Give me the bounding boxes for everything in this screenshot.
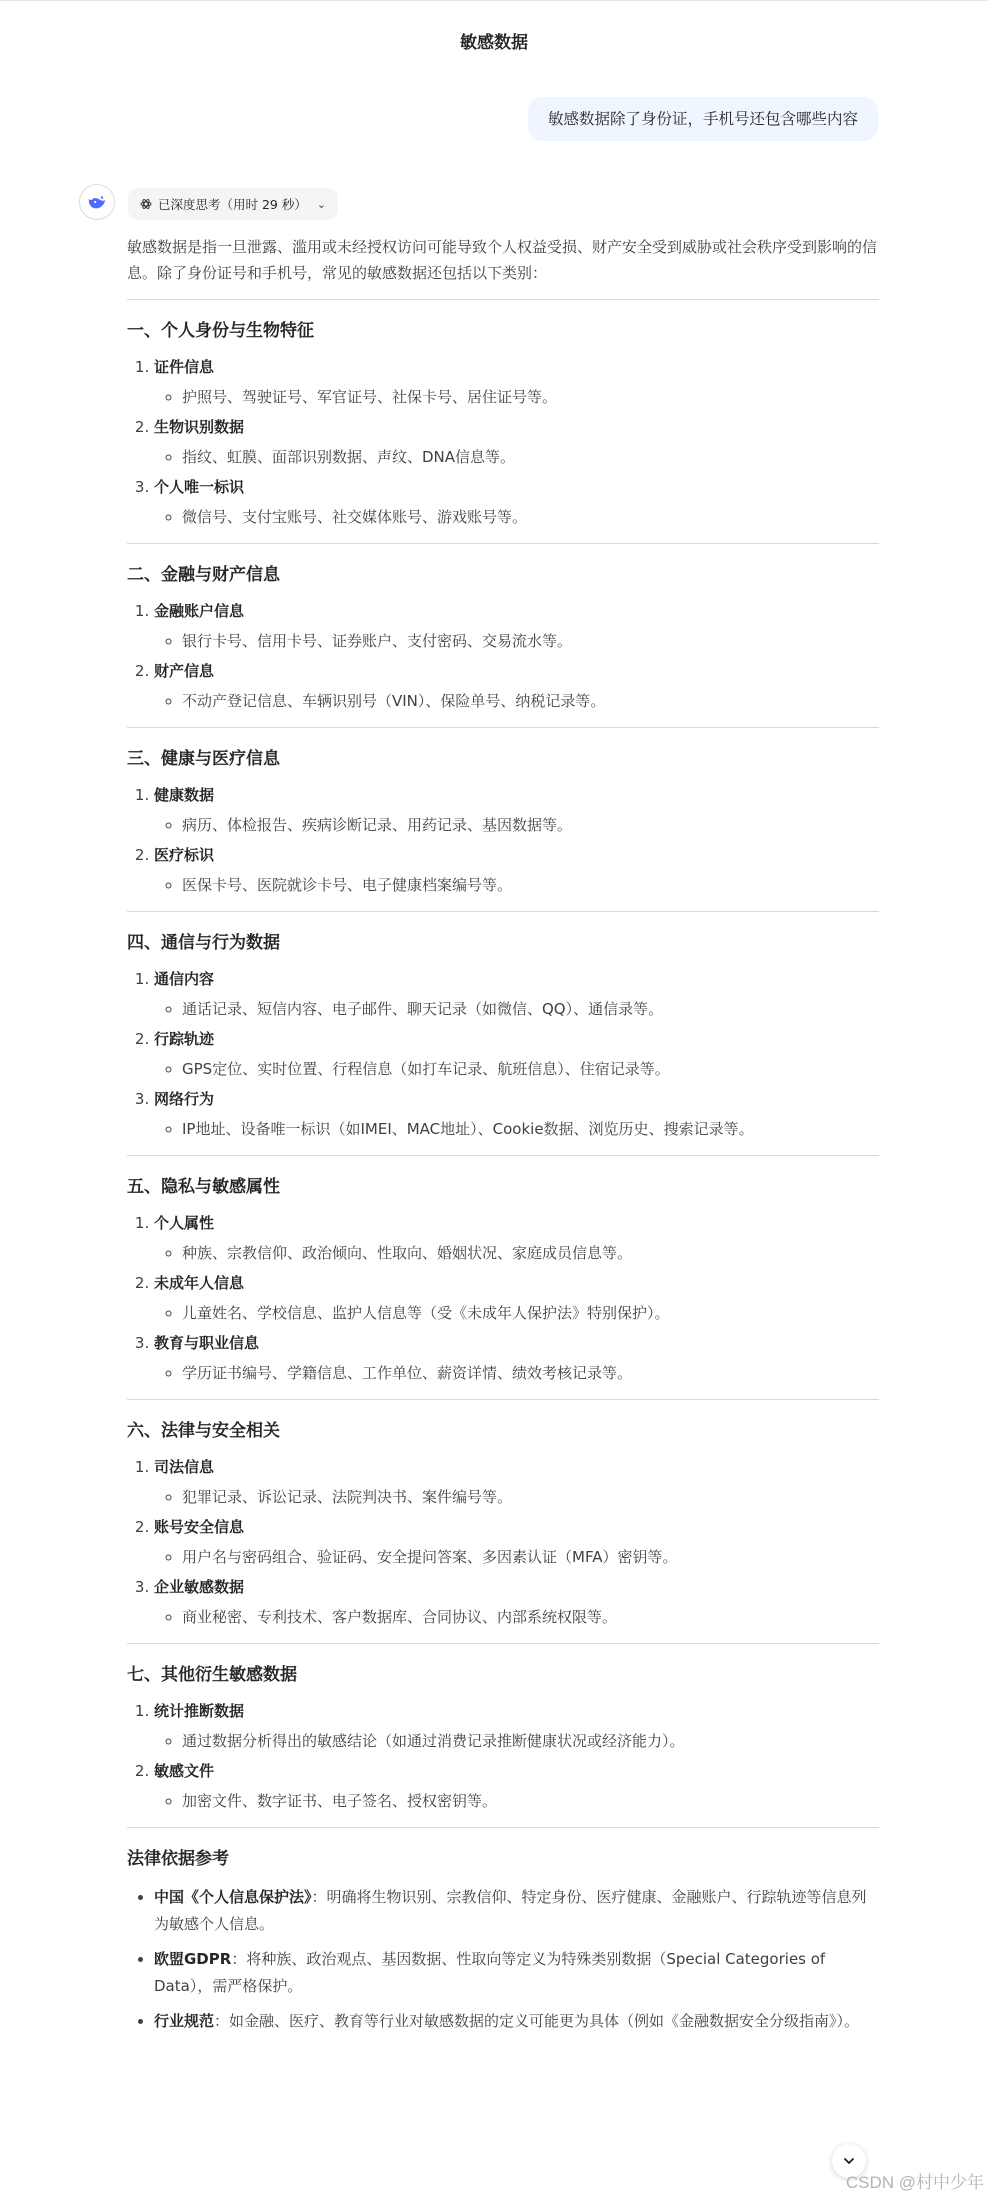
item-detail: ◦ 儿童姓名、学校信息、监护人信息等（受《未成年人保护法》特别保护）。 xyxy=(182,1300,879,1326)
whale-logo-icon xyxy=(86,191,108,213)
chevron-down-icon xyxy=(842,2154,856,2168)
item-detail-list xyxy=(154,1788,879,1814)
legal-item xyxy=(154,2008,879,2035)
list-item xyxy=(154,1330,879,1386)
item-title: 健康数据 xyxy=(154,786,215,804)
page-title: 敏感数据 xyxy=(460,33,528,53)
item-detail-list xyxy=(154,996,879,1022)
legal-item-text: ：如金融、医疗、教育等行业对敏感数据的定义可能更为具体（例如《金融数据安全分级指南》）。 xyxy=(214,2012,860,2030)
item-title: 个人唯一标识 xyxy=(154,478,245,496)
item-detail: ◦ 银行卡号、信用卡号、证券账户、支付密码、交易流水等。 xyxy=(182,628,879,654)
item-detail-list xyxy=(154,628,879,654)
item-detail-list xyxy=(154,872,879,898)
section-item-list xyxy=(127,1454,879,1630)
list-item xyxy=(154,1270,879,1326)
item-title: 医疗标识 xyxy=(154,846,215,864)
legal-list xyxy=(127,1884,879,2035)
legal-item-title: 欧盟GDPR xyxy=(154,1950,232,1968)
item-detail-list xyxy=(154,1116,879,1142)
item-detail-list xyxy=(154,1056,879,1082)
item-title: 企业敏感数据 xyxy=(154,1578,245,1596)
section-heading: 四、通信与行为数据 xyxy=(127,933,280,953)
list-item xyxy=(154,1758,879,1814)
item-detail: ◦ 通话记录、短信内容、电子邮件、聊天记录（如微信、QQ）、通信录等。 xyxy=(182,996,879,1022)
item-detail: ◦ 用户名与密码组合、验证码、安全提问答案、多因素认证（MFA）密钥等。 xyxy=(182,1544,879,1570)
assistant-avatar xyxy=(79,184,115,220)
list-item xyxy=(154,782,879,838)
item-title: 未成年人信息 xyxy=(154,1274,245,1292)
item-detail-list xyxy=(154,1484,879,1510)
list-item xyxy=(154,1514,879,1570)
section-divider xyxy=(127,911,879,912)
item-detail-list xyxy=(154,1300,879,1326)
legal-heading: 法律依据参考 xyxy=(127,1849,229,1869)
list-item xyxy=(154,842,879,898)
item-detail-list xyxy=(154,1728,879,1754)
legal-item xyxy=(154,1884,879,1938)
list-item xyxy=(154,1454,879,1510)
top-divider xyxy=(0,0,988,1)
item-title: 账号安全信息 xyxy=(154,1518,245,1536)
item-detail-list xyxy=(154,384,879,410)
answer-intro: 敏感数据是指一旦泄露、滥用或未经授权访问可能导致个人权益受损、财产安全受到威胁或社会秩序受到影响的信息。除了身份证号和手机号，常见的敏感数据还包括以下类别： xyxy=(127,238,878,282)
section-divider xyxy=(127,1399,879,1400)
item-detail: ◦ 学历证书编号、学籍信息、工作单位、薪资详情、绩效考核记录等。 xyxy=(182,1360,879,1386)
list-item xyxy=(154,1086,879,1142)
legal-item-title: 中国《个人信息保护法》 xyxy=(154,1888,312,1906)
item-detail: ◦ 种族、宗教信仰、政治倾向、性取向、婚姻状况、家庭成员信息等。 xyxy=(182,1240,879,1266)
item-title: 个人属性 xyxy=(154,1214,215,1232)
section-heading: 三、健康与医疗信息 xyxy=(127,749,280,769)
section-divider xyxy=(127,1827,879,1828)
section-heading: 五、隐私与敏感属性 xyxy=(127,1177,280,1197)
item-detail: ◦ 医保卡号、医院就诊卡号、电子健康档案编号等。 xyxy=(182,872,879,898)
list-item xyxy=(154,966,879,1022)
list-item xyxy=(154,1698,879,1754)
section-heading: 一、个人身份与生物特征 xyxy=(127,321,314,341)
section-divider xyxy=(127,1643,879,1644)
item-title: 财产信息 xyxy=(154,662,215,680)
item-detail-list xyxy=(154,1604,879,1630)
item-detail-list xyxy=(154,1240,879,1266)
deep-think-label: 已深度思考（用时 29 秒） xyxy=(158,197,307,212)
item-title: 统计推断数据 xyxy=(154,1702,245,1720)
item-title: 司法信息 xyxy=(154,1458,215,1476)
section-divider xyxy=(127,1155,879,1156)
section-item-list xyxy=(127,1698,879,1814)
item-detail-list xyxy=(154,444,879,470)
deep-think-toggle[interactable] xyxy=(128,188,338,220)
item-detail-list xyxy=(154,812,879,838)
item-detail: ◦ 通过数据分析得出的敏感结论（如通过消费记录推断健康状况或经济能力）。 xyxy=(182,1728,879,1754)
item-detail: ◦ 护照号、驾驶证号、军官证号、社保卡号、居住证号等。 xyxy=(182,384,879,410)
section-item-list xyxy=(127,966,879,1142)
chevron-down-icon: ⌄ xyxy=(316,197,327,211)
user-message-bubble: 敏感数据除了身份证，手机号还包含哪些内容 xyxy=(528,97,878,141)
item-detail: ◦ 指纹、虹膜、面部识别数据、声纹、DNA信息等。 xyxy=(182,444,879,470)
item-detail-list xyxy=(154,1360,879,1386)
item-title: 证件信息 xyxy=(154,358,215,376)
item-title: 通信内容 xyxy=(154,970,215,988)
legal-item xyxy=(154,1946,879,2000)
item-detail: ◦ 微信号、支付宝账号、社交媒体账号、游戏账号等。 xyxy=(182,504,879,530)
item-detail: ◦ 加密文件、数字证书、电子签名、授权密钥等。 xyxy=(182,1788,879,1814)
watermark: CSDN @村中少年 xyxy=(845,2173,984,2192)
list-item xyxy=(154,414,879,470)
item-detail: ◦ 不动产登记信息、车辆识别号（VIN）、保险单号、纳税记录等。 xyxy=(182,688,879,714)
item-detail-list xyxy=(154,688,879,714)
legal-item-text: ：将种族、政治观点、基因数据、性取向等定义为特殊类别数据（Special Categories of Data），需严格保护。 xyxy=(154,1950,826,1995)
section-divider xyxy=(127,299,879,300)
assistant-answer xyxy=(127,234,879,2043)
list-item xyxy=(154,1210,879,1266)
section-divider xyxy=(127,727,879,728)
item-detail: ◦ 商业秘密、专利技术、客户数据库、合同协议、内部系统权限等。 xyxy=(182,1604,879,1630)
item-title: 生物识别数据 xyxy=(154,418,245,436)
list-item xyxy=(154,658,879,714)
list-item xyxy=(154,474,879,530)
item-detail: ◦ 犯罪记录、诉讼记录、法院判决书、案件编号等。 xyxy=(182,1484,879,1510)
item-title: 教育与职业信息 xyxy=(154,1334,260,1352)
atom-icon xyxy=(140,198,152,210)
item-detail-list xyxy=(154,1544,879,1570)
list-item xyxy=(154,1574,879,1630)
item-detail: ◦ IP地址、设备唯一标识（如IMEI、MAC地址）、Cookie数据、浏览历史、搜索记录等。 xyxy=(182,1116,879,1142)
section-item-list xyxy=(127,782,879,898)
item-title: 行踪轨迹 xyxy=(154,1030,215,1048)
list-item xyxy=(154,354,879,410)
section-divider xyxy=(127,543,879,544)
section-item-list xyxy=(127,598,879,714)
item-title: 网络行为 xyxy=(154,1090,215,1108)
list-item xyxy=(154,598,879,654)
legal-item-title: 行业规范 xyxy=(154,2012,215,2030)
section-item-list xyxy=(127,1210,879,1386)
list-item xyxy=(154,1026,879,1082)
item-title: 金融账户信息 xyxy=(154,602,245,620)
section-heading: 六、法律与安全相关 xyxy=(127,1421,280,1441)
section-heading: 七、其他衍生敏感数据 xyxy=(127,1665,297,1685)
item-detail: ◦ 病历、体检报告、疾病诊断记录、用药记录、基因数据等。 xyxy=(182,812,879,838)
item-detail: ◦ GPS定位、实时位置、行程信息（如打车记录、航班信息）、住宿记录等。 xyxy=(182,1056,879,1082)
item-detail-list xyxy=(154,504,879,530)
item-title: 敏感文件 xyxy=(154,1762,215,1780)
legal-item-text: ：明确将生物识别、宗教信仰、特定身份、医疗健康、金融账户、行踪轨迹等信息列为敏感个人信息。 xyxy=(154,1888,867,1933)
section-heading: 二、金融与财产信息 xyxy=(127,565,280,585)
section-item-list xyxy=(127,354,879,530)
